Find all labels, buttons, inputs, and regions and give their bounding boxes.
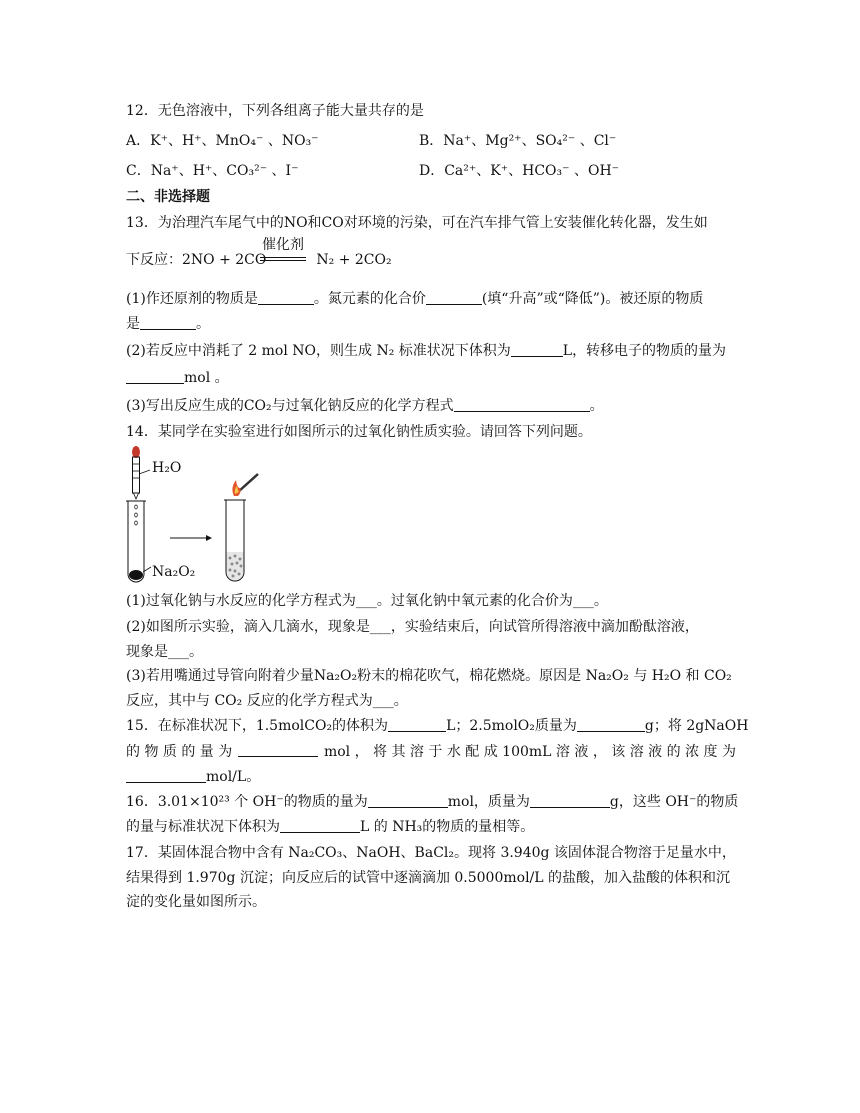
q14-part2-line2: 现象是___。 [126,644,203,660]
q14-part2-line1: (2)如图所示实验，滴入几滴水，现象是___，实验结束后，向试管所得溶液中滴加酚酞溶液， [126,619,699,635]
q15-blank-mass[interactable] [577,716,645,732]
section-title-nonchoice: 二、非选择题 [126,189,210,205]
q15-text-f: mol/L。 [206,769,261,785]
q13-p2-text-c: mol 。 [184,370,229,386]
water-drop-icon [135,513,138,517]
q13-eq-bar-top [260,257,306,258]
q13-p1-text-a: (1)作还原剂的物质是 [126,291,258,307]
dropper-bulb-icon [132,446,140,458]
q13-equation [126,249,392,271]
q13-p2-text-a: (2)若反应中消耗了 2 mol NO，则生成 N₂ 标准状况下体积为 [126,343,511,359]
q16-text-a: 16．3.01×10²³ 个 OH⁻的物质的量为 [126,794,368,810]
q16-text-c: g，这些 OH⁻的物质 [609,794,739,810]
q15-text-d: 的 物 质 的 量 为 [126,744,233,760]
q13-blank-reduced[interactable] [140,314,196,330]
q13-p2-text-b: L，转移电子的物质的量为 [562,343,727,359]
q13-p1-text-d: 是 [126,316,140,332]
q13-p3-text-b: 。 [589,398,604,414]
q15-blank-volume[interactable] [388,716,446,732]
q16-line2 [126,816,736,838]
q13-p3-text-a: (3)写出反应生成的CO₂与过氧化钠反应的化学方程式 [126,398,454,414]
q16-blank-mass[interactable] [530,792,610,808]
q16-line1 [126,791,739,813]
q13-blank-valence[interactable] [426,289,482,305]
q13-blank-volume[interactable] [511,341,563,357]
q13-eq-right: N₂ + 2CO₂ [316,252,392,268]
q16-blank-moles[interactable] [368,792,448,808]
q16-blank-volume[interactable] [280,817,360,833]
q13-p1-text-b: 。氮元素的化合价 [313,291,426,307]
q12-option-b: B．Na⁺、Mg²⁺、SO₄²⁻ 、Cl⁻ [419,133,617,149]
q14-experiment-figure [126,444,266,586]
q13-eq-left: 2NO + 2CO [182,252,267,268]
q12-option-c: C．Na⁺、H⁺、CO₃²⁻ 、I⁻ [126,163,299,179]
q13-p1-text-c: (填“升高”或“降低”)。被还原的物质 [481,291,704,307]
q15-text-c: g；将 2gNaOH [644,718,749,734]
q15-text-b: L；2.5molO₂质量为 [446,718,577,734]
q12-option-d: D．Ca²⁺、K⁺、HCO₃⁻ 、OH⁻ [419,163,620,179]
q15-blank-moles[interactable] [238,741,318,757]
q13-p1-text-e: 。 [196,316,210,332]
q13-blank-equation[interactable] [454,396,590,412]
q14-part1: (1)过氧化钠与水反应的化学方程式为___。过氧化钠中氧元素的化合价为___。 [126,593,608,609]
q17-line3: 淀的变化量如图所示。 [126,894,266,910]
q12-option-a: A．K⁺、H⁺、MnO₄⁻ 、NO₃⁻ [126,133,319,149]
q14-stem: 14．某同学在实验室进行如图所示的过氧化钠性质实验。请回答下列问题。 [126,424,592,440]
q13-part2-line1 [126,340,736,362]
q13-eq-prefix: 下反应： [126,252,182,268]
q13-part3 [126,395,736,417]
dropper-tube-icon [133,457,140,493]
q13-stem-line1: 13．为治理汽车尾气中的NO和CO对环境的污染，可在汽车排气管上安装催化转化器，发生如 [126,215,708,231]
q15-line2 [126,741,736,763]
q14-figure-svg [126,444,266,586]
q13-part1-line2 [126,313,736,335]
label-h2o: H₂O [152,460,182,476]
q12-stem: 12．无色溶液中，下列各组离子能大量共存的是 [126,103,424,119]
q15-line1 [126,715,749,737]
q17-line2: 结果得到 1.970g 沉淀；向反应后的试管中逐滴滴加 0.5000mol/L 的盐酸，加入盐酸的体积和沉 [126,870,731,886]
wood-splint-icon [238,474,258,492]
q14-part3-line1: (3)若用嘴通过导管向附着少量Na₂O₂粉末的棉花吹气，棉花燃烧。原因是 Na₂O₂ 与 H₂O 和 CO₂ [126,668,732,684]
q15-line3 [126,766,736,788]
water-drop-icon [135,505,138,509]
na2o2-solid-icon [129,570,143,580]
q14-part3-line2: 反应，其中与 CO₂ 反应的化学方程式为___。 [126,693,408,709]
q16-text-b: mol，质量为 [447,794,530,810]
label-na2o2: Na₂O₂ [152,564,196,580]
q13-part2-line2 [126,367,736,389]
q17-line1: 17．某固体混合物中含有 Na₂CO₃、NaOH、BaCl₂。现将 3.940g 该固体混合物溶于足量水中， [126,845,736,861]
q13-eq-catalyst: 催化剂 [262,237,304,253]
water-drop-icon [135,521,138,525]
q13-blank-reductant[interactable] [258,289,314,305]
q16-text-d: 的量与标准状况下体积为 [126,819,280,835]
q15-text-e: mol ， 将 其 溶 于 水 配 成 100mL 溶 液 ， 该 溶 液 的 浓 度 为 [323,744,736,760]
q13-part1-line1 [126,288,736,310]
q13-blank-electrons[interactable] [126,368,184,384]
q15-text-a: 15．在标准状况下，1.5molCO₂的体积为 [126,718,389,734]
q13-eq-bar-bottom [260,260,306,261]
q16-text-e: L 的 NH₃的物质的量相等。 [360,819,535,835]
q15-blank-concentration[interactable] [126,767,206,783]
